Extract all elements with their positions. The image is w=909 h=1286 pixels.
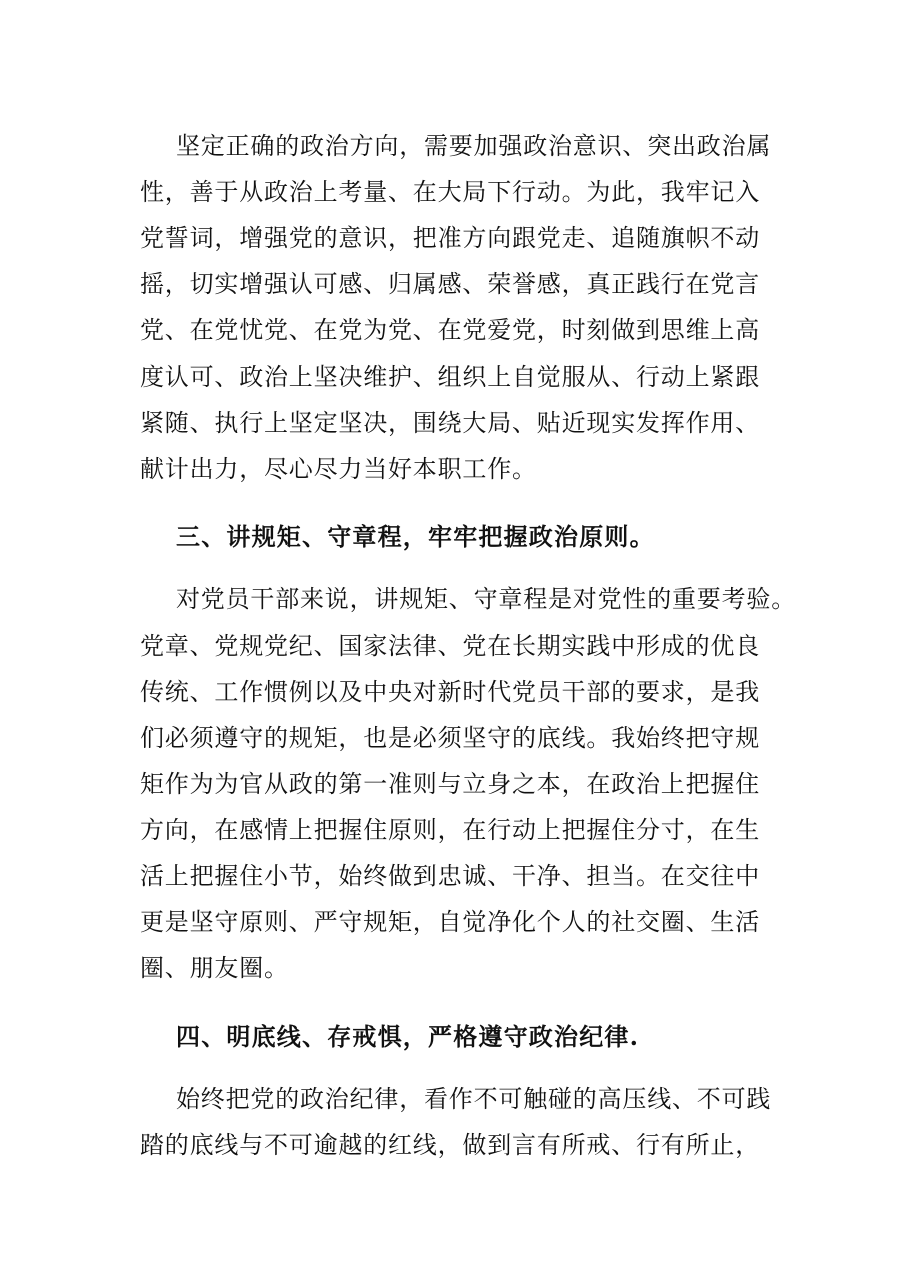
section-heading-4: 四、明底线、存戒惧，严格遵守政治纪律. (176, 1022, 640, 1051)
paragraph-1-line-5: 党、在党忧党、在党为党、在党爱党，时刻做到思维上高 (140, 316, 760, 344)
paragraph-2-line-5: 矩作为为官从政的第一准则与立身之本，在政治上把握住 (140, 770, 760, 798)
paragraph-2-line-1: 对党员干部来说，讲规矩、守章程是对党性的重要考验。 (176, 585, 796, 613)
paragraph-2-line-7: 活上把握住小节，始终做到忠诚、干净、担当。在交往中 (140, 862, 760, 890)
paragraph-3-line-1: 始终把党的政治纪律，看作不可触碰的高压线、不可践 (176, 1085, 772, 1113)
paragraph-2-line-9: 圈、朋友圈。 (140, 954, 289, 982)
paragraph-2-line-3: 传统、工作惯例以及中央对新时代党员干部的要求，是我 (140, 678, 760, 706)
paragraph-1-line-2: 性，善于从政治上考量、在大局下行动。为此，我牢记入 (140, 178, 760, 206)
paragraph-2-line-8: 更是坚守原则、严守规矩，自觉净化个人的社交圈、生活 (140, 908, 760, 936)
paragraph-1-line-8: 献计出力，尽心尽力当好本职工作。 (140, 455, 537, 483)
paragraph-1-line-6: 度认可、政治上坚决维护、组织上自觉服从、行动上紧跟 (140, 363, 760, 391)
paragraph-3-line-2: 踏的底线与不可逾越的红线，做到言有所戒、行有所止， (140, 1131, 760, 1159)
paragraph-2-line-4: 们必须遵守的规矩，也是必须坚守的底线。我始终把守规 (140, 724, 760, 752)
paragraph-1-line-4: 摇，切实增强认可感、归属感、荣誉感，真正践行在党言 (140, 270, 760, 298)
paragraph-2-line-6: 方向，在感情上把握住原则，在行动上把握住分寸，在生 (140, 816, 760, 844)
section-heading-3: 三、讲规矩、守章程，牢牢把握政治原则。 (176, 522, 655, 551)
paragraph-1-line-7: 紧随、执行上坚定坚决，围绕大局、贴近现实发挥作用、 (140, 409, 760, 437)
paragraph-1-line-3: 党誓词，增强党的意识，把准方向跟党走、追随旗帜不动 (140, 224, 760, 252)
paragraph-1-line-1: 坚定正确的政治方向，需要加强政治意识、突出政治属 (176, 132, 772, 160)
paragraph-2-line-2: 党章、党规党纪、国家法律、党在长期实践中形成的优良 (140, 632, 760, 660)
